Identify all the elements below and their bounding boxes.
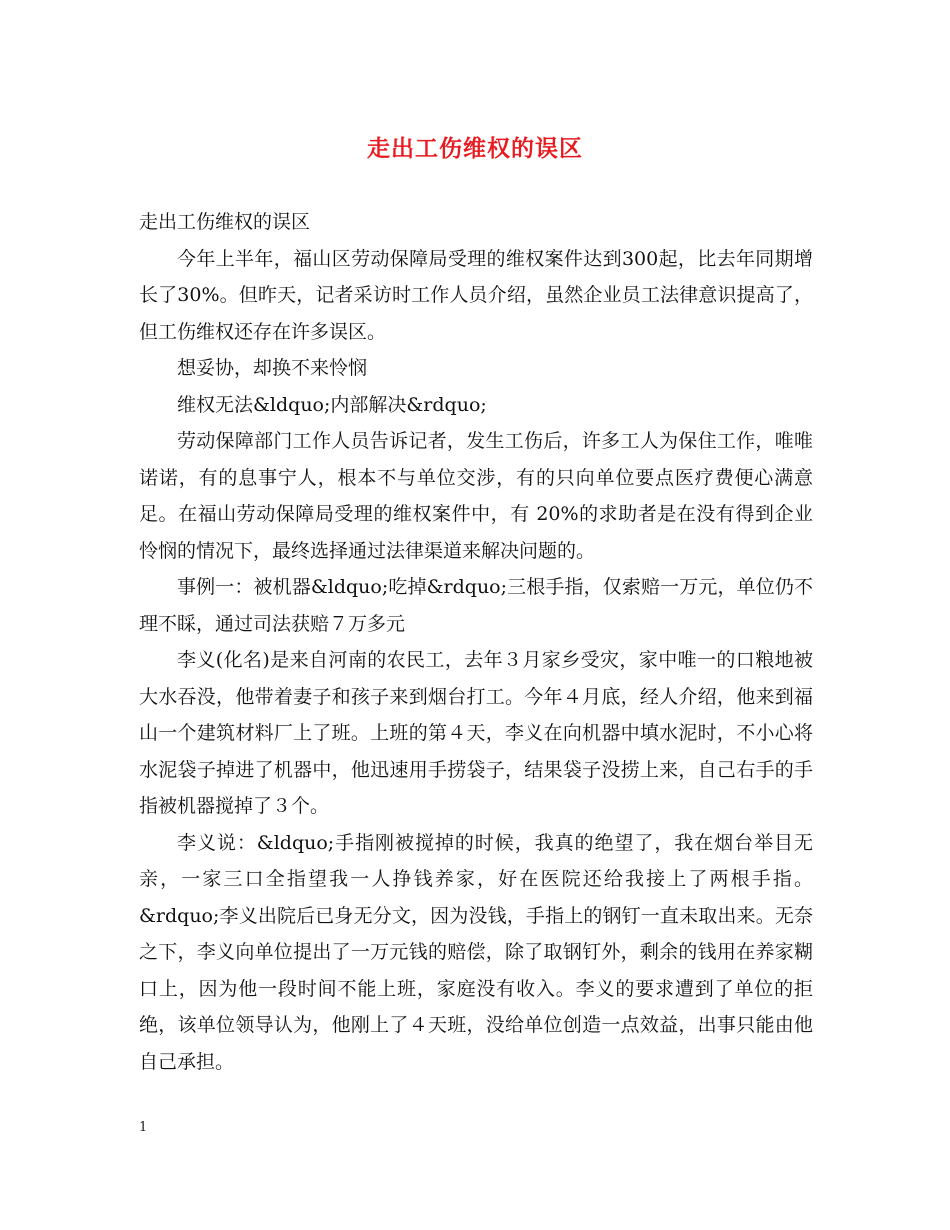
paragraph: 李义说：&ldquo;手指刚被搅掉的时候，我真的绝望了，我在烟台举目无亲，一家三口全指望我一人挣钱养家，好在医院还给我接上了两根手指。&rdquo;李义出院后已身无分文，因为没钱，手指上的钢钉一直未取出来。无奈之下，李义向单位提出了一万元钱的赔偿，除了取钢钉外，剩余的钱用在养家糊口上，因为他一段时间不能上班，家庭没有收入。李义的要求遭到了单位的拒绝，该单位领导认为，他刚上了４天班，没给单位创造一点效益，出事只能由他自己承担。 <box>139 831 813 1073</box>
paragraph: 李义(化名)是来自河南的农民工，去年３月家乡受灾，家中唯一的口粮地被大水吞没，他带着妻子和孩子来到烟台打工。今年４月底，经人介绍，他来到福山一个建筑材料厂上了班。上班的第４天，李义在向机器中填水泥时，不小心将水泥袋子掉进了机器中，他迅速用手捞袋子，结果袋子没捞上来，自己右手的手指被机器搅掉了３个。 <box>139 649 813 817</box>
document-title: 走出工伤维权的误区 <box>367 135 583 162</box>
page-number: 1 <box>139 1120 148 1135</box>
paragraph-subheading: 想妥协，却换不来怜悯 <box>177 357 368 379</box>
paragraph: 今年上半年，福山区劳动保障局受理的维权案件达到300起，比去年同期增长了30%。但昨天，记者采访时工作人员介绍，虽然企业员工法律意识提高了，但工伤维权还存在许多误区。 <box>139 247 813 343</box>
paragraph-case-heading: 事例一：被机器&ldquo;吃掉&rdquo;三根手指，仅索赔一万元，单位仍不理不睬，通过司法获赔７万多元 <box>139 576 813 635</box>
document-body <box>139 204 813 1080</box>
paragraph-subheading: 维权无法&ldquo;内部解决&rdquo; <box>177 393 487 416</box>
paragraph: 劳动保障部门工作人员告诉记者，发生工伤后，许多工人为保住工作，唯唯诺诺，有的息事宁人，根本不与单位交涉，有的只向单位要点医疗费便心满意足。在福山劳动保障局受理的维权案件中，有 20%的求助者是在没有得到企业怜悯的情况下，最终选择通过法律渠道来解决问题的。 <box>139 430 813 562</box>
paragraph-heading: 走出工伤维权的误区 <box>139 211 311 233</box>
